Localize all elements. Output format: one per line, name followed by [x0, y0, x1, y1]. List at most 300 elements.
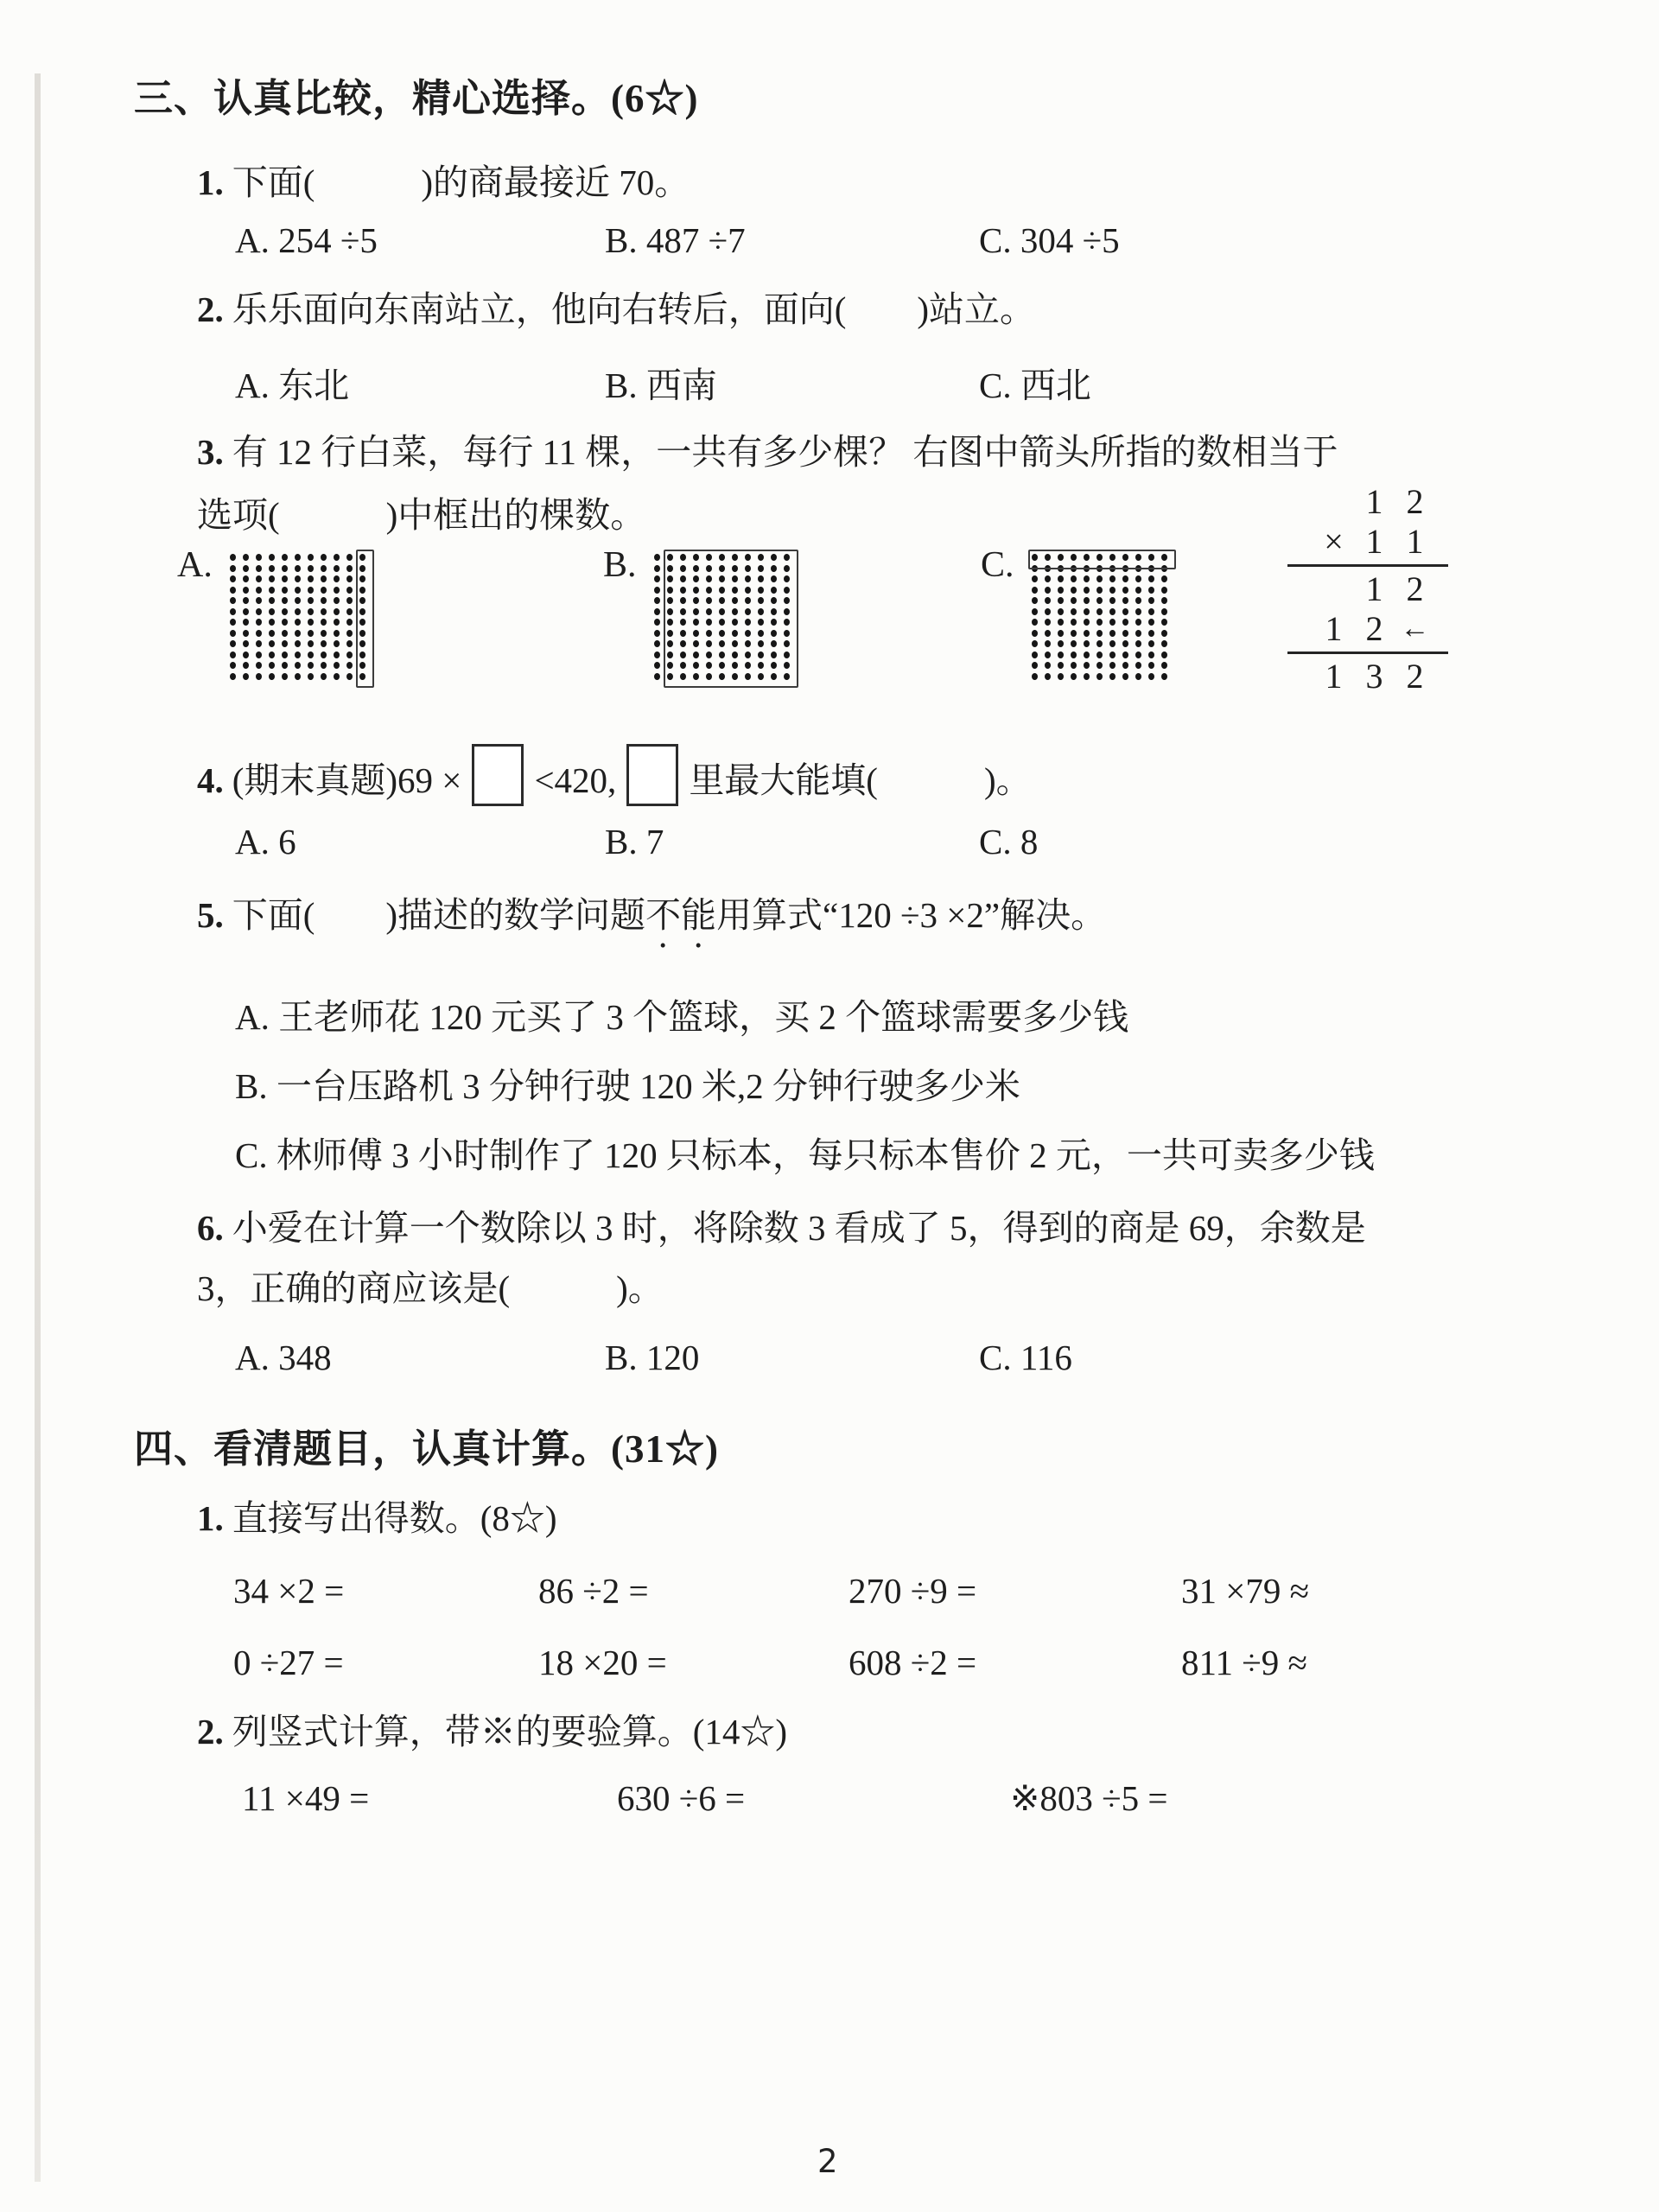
cabbage-dot — [1109, 597, 1116, 604]
cabbage-dot — [1135, 652, 1141, 658]
cabbage-dot — [334, 597, 340, 604]
vertical-calc-row — [242, 1776, 1611, 1821]
question-4-suffix: 里最大能填( )。 — [689, 760, 1032, 800]
question-4-number: 4. — [197, 760, 224, 800]
cabbage-dot — [1122, 608, 1128, 615]
dot-grid-c — [1028, 551, 1176, 686]
question-5-option-a: A. 王老师花 120 元买了 3 个篮球，买 2 个篮球需要多少钱 — [235, 997, 1129, 1037]
cabbage-dot — [230, 619, 236, 626]
cabbage-dot — [1109, 662, 1116, 669]
calc-item: 608 ÷2 = — [849, 1643, 977, 1682]
framed-dots-rectangle — [356, 550, 374, 688]
multiplication-digit — [1313, 482, 1354, 522]
cabbage-dot — [1058, 597, 1064, 604]
cabbage-dot — [654, 662, 660, 669]
calc-item: 270 ÷9 = — [849, 1571, 977, 1611]
cabbage-dot — [1161, 597, 1167, 604]
question-6-number: 6. — [197, 1208, 224, 1248]
cabbage-dot — [1122, 640, 1128, 647]
multiplication-digit: × — [1324, 522, 1344, 561]
cabbage-dot — [1109, 630, 1116, 637]
calc-item: 11 ×49 = — [242, 1778, 370, 1818]
cabbage-dot — [1109, 587, 1116, 594]
cabbage-dot — [1122, 619, 1128, 626]
cabbage-dot — [243, 630, 249, 637]
cabbage-dot — [1096, 662, 1103, 669]
multiplication-row — [1287, 482, 1448, 522]
cabbage-dot — [269, 597, 275, 604]
cabbage-dot — [654, 554, 660, 561]
cabbage-dot — [1161, 640, 1167, 647]
cabbage-dot — [243, 575, 249, 582]
cabbage-dot — [1148, 673, 1154, 680]
cabbage-dot — [269, 575, 275, 582]
cabbage-dot — [1032, 640, 1038, 647]
cabbage-dot — [230, 630, 236, 637]
cabbage-dot — [1071, 597, 1077, 604]
cabbage-dot — [321, 575, 327, 582]
cabbage-dot — [295, 619, 301, 626]
cabbage-dot — [243, 673, 249, 680]
multiplication-digit: 2 — [1406, 482, 1424, 521]
cabbage-dot — [269, 587, 275, 594]
cabbage-dot — [1071, 630, 1077, 637]
cabbage-dot — [230, 565, 236, 572]
multiplication-row — [1287, 609, 1448, 649]
cabbage-dot — [230, 662, 236, 669]
question-4-option-b: B. 7 — [605, 822, 664, 861]
cabbage-dot — [1084, 597, 1090, 604]
cabbage-dot — [1058, 673, 1064, 680]
cabbage-dot — [1084, 640, 1090, 647]
cabbage-dot — [295, 630, 301, 637]
dot-grid-b-label: B. — [603, 545, 637, 585]
cabbage-dot — [1096, 608, 1103, 615]
cabbage-dot — [654, 652, 660, 658]
cabbage-dot — [282, 554, 288, 561]
cabbage-dot — [269, 619, 275, 626]
cabbage-dot — [308, 575, 314, 582]
question-3-text-line2: 选项( )中框出的棵数。 — [197, 495, 646, 535]
question-6-option-a: A. 348 — [235, 1338, 332, 1377]
cabbage-dot — [334, 565, 340, 572]
multiplication-digit: 1 — [1325, 657, 1343, 696]
cabbage-dot — [256, 565, 262, 572]
cabbage-dot — [334, 630, 340, 637]
question-1-options — [235, 218, 1611, 263]
cabbage-dot — [334, 575, 340, 582]
cabbage-dot — [295, 575, 301, 582]
cabbage-dot — [1045, 608, 1051, 615]
cabbage-dot — [1058, 619, 1064, 626]
cabbage-dot — [256, 575, 262, 582]
multiplication-digit: 1 — [1365, 569, 1383, 608]
cabbage-dot — [346, 597, 353, 604]
multiplication-row — [1287, 657, 1448, 696]
cabbage-dot — [243, 652, 249, 658]
cabbage-dot — [1122, 652, 1128, 658]
question-6-option-b: B. 120 — [605, 1338, 700, 1377]
cabbage-dot — [1084, 652, 1090, 658]
cabbage-dot — [295, 652, 301, 658]
cabbage-dot — [295, 565, 301, 572]
multiplication-digit: 1 — [1325, 609, 1343, 648]
cabbage-dot — [269, 554, 275, 561]
multiplication-row — [1287, 569, 1448, 609]
question-5-option-b: B. 一台压路机 3 分钟行驶 120 米,2 分钟行驶多少米 — [235, 1066, 1020, 1106]
calc-item: 31 ×79 ≈ — [1181, 1571, 1310, 1611]
cabbage-dot — [243, 554, 249, 561]
cabbage-dot — [1148, 608, 1154, 615]
question-6-option-c: C. 116 — [979, 1338, 1072, 1377]
cabbage-dot — [256, 630, 262, 637]
mental-math-row-2 — [233, 1640, 1611, 1685]
question-5-text-after: 用算式“120 ÷3 ×2”解决。 — [716, 895, 1107, 935]
cabbage-dot — [334, 587, 340, 594]
question-2-number: 2. — [197, 289, 224, 329]
calc-item: 86 ÷2 = — [538, 1571, 649, 1611]
question-4 — [134, 744, 1611, 800]
question-5-option-c: C. 林师傅 3 小时制作了 120 只标本，每只标本售价 2 元，一共可卖多少钱 — [235, 1135, 1375, 1175]
multiplication-rule-line — [1287, 652, 1448, 654]
multiplication-digit: 2 — [1406, 569, 1424, 608]
calc-item: 18 ×20 = — [538, 1643, 667, 1682]
cabbage-dot — [230, 640, 236, 647]
cabbage-dot — [1122, 575, 1128, 582]
cabbage-dot — [269, 673, 275, 680]
cabbage-dot — [346, 619, 353, 626]
cabbage-dot — [308, 662, 314, 669]
cabbage-dot — [282, 587, 288, 594]
cabbage-dot — [308, 587, 314, 594]
cabbage-dot — [1109, 619, 1116, 626]
cabbage-dot — [654, 619, 660, 626]
blank-box-1 — [472, 744, 524, 806]
cabbage-dot — [1148, 597, 1154, 604]
section3-heading: 三、认真比较，精心选择。(6☆) — [134, 77, 699, 120]
cabbage-dot — [1032, 652, 1038, 658]
cabbage-dot — [1032, 575, 1038, 582]
cabbage-dot — [1045, 662, 1051, 669]
calc-item: 34 ×2 = — [233, 1571, 345, 1611]
cabbage-dot — [1161, 608, 1167, 615]
cabbage-dot — [321, 652, 327, 658]
cabbage-dot — [334, 652, 340, 658]
cabbage-dot — [1161, 630, 1167, 637]
cabbage-dot — [1109, 608, 1116, 615]
cabbage-dot — [1045, 587, 1051, 594]
cabbage-dot — [1071, 575, 1077, 582]
cabbage-dot — [321, 597, 327, 604]
cabbage-dot — [346, 673, 353, 680]
cabbage-dot — [1148, 575, 1154, 582]
cabbage-dot — [230, 652, 236, 658]
cabbage-dot — [346, 565, 353, 572]
cabbage-dot — [1109, 673, 1116, 680]
multiplication-digit: 1 — [1365, 522, 1383, 561]
cabbage-dot — [282, 608, 288, 615]
cabbage-dot — [1084, 587, 1090, 594]
worksheet-content — [134, 69, 1611, 1821]
cabbage-dot — [1122, 662, 1128, 669]
cabbage-dot — [269, 608, 275, 615]
question-5 — [134, 893, 1611, 938]
mental-math-row-1 — [233, 1568, 1611, 1613]
cabbage-dot — [346, 630, 353, 637]
cabbage-dot — [269, 640, 275, 647]
cabbage-dot — [308, 597, 314, 604]
question-2-text: 乐乐面向东南站立，他向右转后，面向( )站立。 — [232, 289, 1036, 329]
multiplication-digit: 3 — [1365, 657, 1383, 696]
cabbage-dot — [1045, 597, 1051, 604]
question-5-emphasized-text: 不能 — [645, 895, 717, 935]
multiplication-digit: 2 — [1406, 657, 1424, 696]
cabbage-dot — [654, 630, 660, 637]
cabbage-dot — [1161, 619, 1167, 626]
cabbage-dot — [1148, 640, 1154, 647]
section4-part1-number: 1. — [197, 1498, 224, 1538]
cabbage-dot — [1109, 652, 1116, 658]
question-2-options — [235, 363, 1611, 408]
scan-artifact-line — [35, 73, 41, 2182]
cabbage-dot — [334, 662, 340, 669]
calc-item: 0 ÷27 = — [233, 1643, 344, 1682]
cabbage-dot — [295, 554, 301, 561]
cabbage-dot — [269, 652, 275, 658]
cabbage-dot — [1032, 662, 1038, 669]
cabbage-dot — [308, 630, 314, 637]
cabbage-dot — [1122, 597, 1128, 604]
cabbage-dot — [1032, 619, 1038, 626]
section4-heading: 四、看清题目，认真计算。(31☆) — [134, 1427, 719, 1471]
cabbage-dot — [1045, 640, 1051, 647]
cabbage-dot — [1161, 575, 1167, 582]
dot-grid-figure-c — [981, 544, 1176, 686]
cabbage-dot — [282, 662, 288, 669]
cabbage-dot — [1071, 640, 1077, 647]
cabbage-dot — [1032, 673, 1038, 680]
cabbage-dot — [1135, 630, 1141, 637]
cabbage-dot — [1096, 630, 1103, 637]
dot-grid-figure-a — [177, 544, 374, 686]
cabbage-dot — [1058, 608, 1064, 615]
cabbage-dot — [1032, 630, 1038, 637]
cabbage-dot — [256, 673, 262, 680]
cabbage-dot — [1058, 662, 1064, 669]
cabbage-dot — [1096, 640, 1103, 647]
dot-grid-b — [651, 551, 798, 686]
cabbage-dot — [230, 587, 236, 594]
cabbage-dot — [243, 640, 249, 647]
cabbage-dot — [256, 652, 262, 658]
cabbage-dot — [308, 673, 314, 680]
cabbage-dot — [1135, 597, 1141, 604]
cabbage-dot — [256, 608, 262, 615]
cabbage-dot — [1045, 619, 1051, 626]
cabbage-dot — [1096, 575, 1103, 582]
cabbage-dot — [256, 619, 262, 626]
cabbage-dot — [1148, 652, 1154, 658]
cabbage-dot — [308, 554, 314, 561]
page-number: 2 — [817, 2143, 838, 2180]
cabbage-dot — [321, 662, 327, 669]
cabbage-dot — [230, 554, 236, 561]
cabbage-dot — [1161, 652, 1167, 658]
multiplication-digit — [1313, 569, 1354, 609]
cabbage-dot — [334, 673, 340, 680]
question-1-text: 下面( )的商最接近 70。 — [232, 162, 690, 202]
cabbage-dot — [243, 587, 249, 594]
cabbage-dot — [1148, 619, 1154, 626]
cabbage-dot — [1084, 673, 1090, 680]
cabbage-dot — [346, 608, 353, 615]
question-3-line1 — [134, 429, 1611, 474]
question-1-option-c: C. 304 ÷5 — [979, 220, 1120, 260]
cabbage-dot — [346, 662, 353, 669]
cabbage-dot — [1032, 587, 1038, 594]
cabbage-dot — [230, 575, 236, 582]
cabbage-dot — [654, 575, 660, 582]
question-4-option-c: C. 8 — [979, 822, 1039, 861]
question-2-option-b: B. 西南 — [605, 365, 717, 405]
cabbage-dot — [1071, 673, 1077, 680]
question-4-mid: <420, — [534, 760, 617, 800]
cabbage-dot — [243, 619, 249, 626]
dot-grid-c-label: C. — [981, 545, 1014, 585]
question-2 — [134, 287, 1611, 332]
section4-part2-title-text: 列竖式计算，带※的要验算。(14☆) — [232, 1712, 788, 1751]
cabbage-dot — [1122, 630, 1128, 637]
framed-dots-rectangle — [664, 550, 798, 688]
cabbage-dot — [282, 565, 288, 572]
cabbage-dot — [1058, 630, 1064, 637]
cabbage-dot — [346, 554, 353, 561]
section4-part2-title — [134, 1709, 1611, 1754]
cabbage-dot — [256, 662, 262, 669]
question-1-number: 1. — [197, 162, 224, 202]
cabbage-dot — [1071, 652, 1077, 658]
cabbage-dot — [1032, 597, 1038, 604]
cabbage-dot — [334, 554, 340, 561]
cabbage-dot — [282, 673, 288, 680]
calc-item: 630 ÷6 = — [617, 1778, 746, 1818]
cabbage-dot — [243, 608, 249, 615]
cabbage-dot — [1045, 630, 1051, 637]
question-2-option-c: C. 西北 — [979, 365, 1091, 405]
section4-part2-number: 2. — [197, 1712, 224, 1751]
question-2-option-a: A. 东北 — [235, 365, 350, 405]
cabbage-dot — [295, 597, 301, 604]
cabbage-dot — [230, 673, 236, 680]
cabbage-dot — [654, 673, 660, 680]
cabbage-dot — [282, 640, 288, 647]
cabbage-dot — [295, 662, 301, 669]
question-4-options — [235, 819, 1611, 864]
cabbage-dot — [1058, 640, 1064, 647]
calc-item: 811 ÷9 ≈ — [1181, 1643, 1307, 1682]
multiplication-digit: 2 — [1365, 609, 1383, 648]
column-multiplication-figure — [1287, 482, 1448, 696]
cabbage-dot — [654, 608, 660, 615]
question-1 — [134, 160, 1611, 205]
cabbage-dot — [1096, 597, 1103, 604]
cabbage-dot — [1135, 608, 1141, 615]
cabbage-dot — [321, 619, 327, 626]
cabbage-dot — [1058, 652, 1064, 658]
question-6-line2 — [134, 1266, 1611, 1311]
cabbage-dot — [1058, 575, 1064, 582]
cabbage-dot — [243, 565, 249, 572]
dot-grid-figure-b — [603, 544, 798, 686]
cabbage-dot — [321, 565, 327, 572]
cabbage-dot — [1071, 587, 1077, 594]
cabbage-dot — [308, 608, 314, 615]
cabbage-dot — [256, 554, 262, 561]
cabbage-dot — [269, 662, 275, 669]
question-4-prefix: (期末真题)69 × — [232, 760, 462, 800]
cabbage-dot — [334, 608, 340, 615]
cabbage-dot — [321, 673, 327, 680]
cabbage-dot — [654, 587, 660, 594]
cabbage-dot — [282, 619, 288, 626]
question-5-text-before: 下面( )描述的数学问题 — [232, 895, 646, 935]
cabbage-dot — [1135, 619, 1141, 626]
cabbage-dot — [1096, 673, 1103, 680]
cabbage-dot — [308, 652, 314, 658]
question-6-line1 — [134, 1205, 1611, 1250]
blank-box-2 — [626, 744, 678, 806]
cabbage-dot — [1109, 575, 1116, 582]
cabbage-dot — [1135, 587, 1141, 594]
section4-part1-title-text: 直接写出得数。(8☆) — [232, 1498, 557, 1538]
multiplication-digit: 1 — [1365, 482, 1383, 521]
cabbage-dot — [1084, 619, 1090, 626]
cabbage-dot — [1161, 662, 1167, 669]
dot-grid-a-label: A. — [177, 545, 213, 585]
cabbage-dot — [654, 640, 660, 647]
cabbage-dot — [1084, 662, 1090, 669]
cabbage-dot — [1135, 575, 1141, 582]
cabbage-dot — [282, 630, 288, 637]
cabbage-dot — [1161, 587, 1167, 594]
cabbage-dot — [1148, 630, 1154, 637]
cabbage-dot — [1096, 619, 1103, 626]
cabbage-dot — [1071, 619, 1077, 626]
cabbage-dot — [346, 640, 353, 647]
cabbage-dot — [295, 608, 301, 615]
cabbage-dot — [346, 652, 353, 658]
cabbage-dot — [1045, 673, 1051, 680]
cabbage-dot — [256, 597, 262, 604]
multiplication-row — [1287, 522, 1448, 562]
cabbage-dot — [308, 619, 314, 626]
cabbage-dot — [1045, 575, 1051, 582]
calc-item: ※803 ÷5 = — [1010, 1778, 1168, 1818]
question-6-options — [235, 1335, 1611, 1380]
question-5-number: 5. — [197, 895, 224, 935]
cabbage-dot — [1084, 575, 1090, 582]
dot-grid-a — [226, 551, 374, 686]
cabbage-dot — [243, 662, 249, 669]
cabbage-dot — [1084, 608, 1090, 615]
cabbage-dot — [1148, 662, 1154, 669]
cabbage-dot — [282, 597, 288, 604]
cabbage-dot — [346, 575, 353, 582]
cabbage-dot — [321, 554, 327, 561]
cabbage-dot — [654, 565, 660, 572]
cabbage-dot — [1109, 640, 1116, 647]
cabbage-dot — [1096, 587, 1103, 594]
